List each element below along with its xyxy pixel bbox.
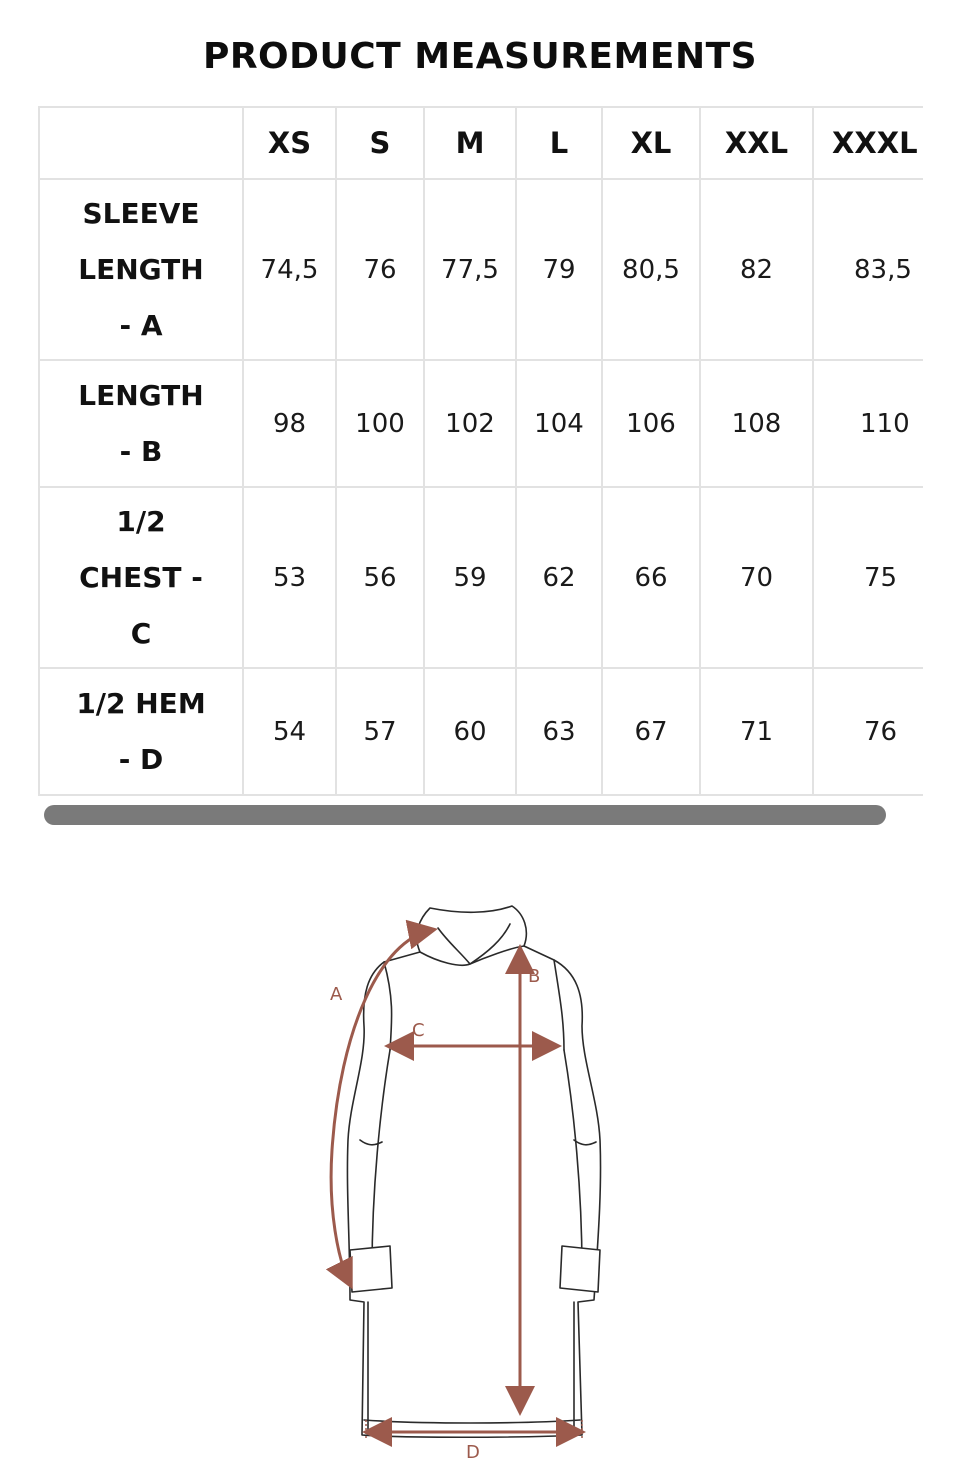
table-cell: 75 (813, 487, 923, 668)
table-cell: 71 (700, 668, 813, 795)
horizontal-scrollbar[interactable] (44, 805, 886, 825)
table-cell: 98 (243, 360, 336, 487)
measure-label-c: C (412, 1020, 425, 1041)
size-header-s: S (336, 107, 424, 179)
table-cell: 70 (700, 487, 813, 668)
table-cell: 80,5 (602, 179, 700, 360)
size-header-xxl: XXL (700, 107, 813, 179)
table-cell: 59 (424, 487, 516, 668)
table-cell: 74,5 (243, 179, 336, 360)
measure-label-d: D (466, 1442, 480, 1463)
row-label-sleeve-length (39, 179, 243, 360)
size-header-row (39, 107, 923, 179)
row-label-line: SLEEVE (82, 196, 200, 230)
row-label-line: - A (119, 308, 163, 342)
measure-label-b: B (528, 966, 541, 987)
corner-cell (39, 107, 243, 179)
garment-outline (347, 906, 600, 1437)
table-cell: 57 (336, 668, 424, 795)
row-label-half-chest (39, 487, 243, 668)
table-cell: 63 (516, 668, 602, 795)
table-cell: 77,5 (424, 179, 516, 360)
row-label-line: LENGTH (78, 252, 204, 286)
row-label-line: C (130, 616, 152, 650)
table-cell: 108 (700, 360, 813, 487)
table-cell: 76 (336, 179, 424, 360)
table-row-sleeve-length (39, 179, 923, 360)
hoodie-dress-line-drawing-icon (320, 890, 640, 1470)
size-header-xs: XS (243, 107, 336, 179)
table-cell: 60 (424, 668, 516, 795)
table-cell: 53 (243, 487, 336, 668)
table-cell: 76 (813, 668, 923, 795)
table-cell: 66 (602, 487, 700, 668)
row-label-half-hem (39, 668, 243, 795)
table-cell: 100 (336, 360, 424, 487)
table-cell: 56 (336, 487, 424, 668)
measurements-table (38, 106, 923, 796)
table-row-length (39, 360, 923, 487)
row-label-line: - B (119, 434, 163, 468)
size-header-xxxl: XXXL (813, 107, 923, 179)
row-label-line: 1/2 HEM (76, 686, 206, 720)
size-header-l: L (516, 107, 602, 179)
table-row-half-chest (39, 487, 923, 668)
measure-label-a: A (330, 984, 343, 1005)
size-header-xl: XL (602, 107, 700, 179)
row-label-line: CHEST - (79, 560, 203, 594)
table-cell: 67 (602, 668, 700, 795)
measurements-table-scroll-area[interactable] (38, 106, 923, 798)
table-cell: 82 (700, 179, 813, 360)
table-cell: 106 (602, 360, 700, 487)
table-row-half-hem (39, 668, 923, 795)
table-cell: 83,5 (813, 179, 923, 360)
table-cell: 54 (243, 668, 336, 795)
table-cell: 102 (424, 360, 516, 487)
table-cell: 110 (813, 360, 923, 487)
table-cell: 62 (516, 487, 602, 668)
row-label-line: LENGTH (78, 378, 204, 412)
size-header-m: M (424, 107, 516, 179)
row-label-line: - D (118, 742, 164, 776)
row-label-line: 1/2 (116, 504, 166, 538)
page-title: PRODUCT MEASUREMENTS (202, 36, 758, 77)
table-cell: 104 (516, 360, 602, 487)
table-cell: 79 (516, 179, 602, 360)
row-label-length (39, 360, 243, 487)
